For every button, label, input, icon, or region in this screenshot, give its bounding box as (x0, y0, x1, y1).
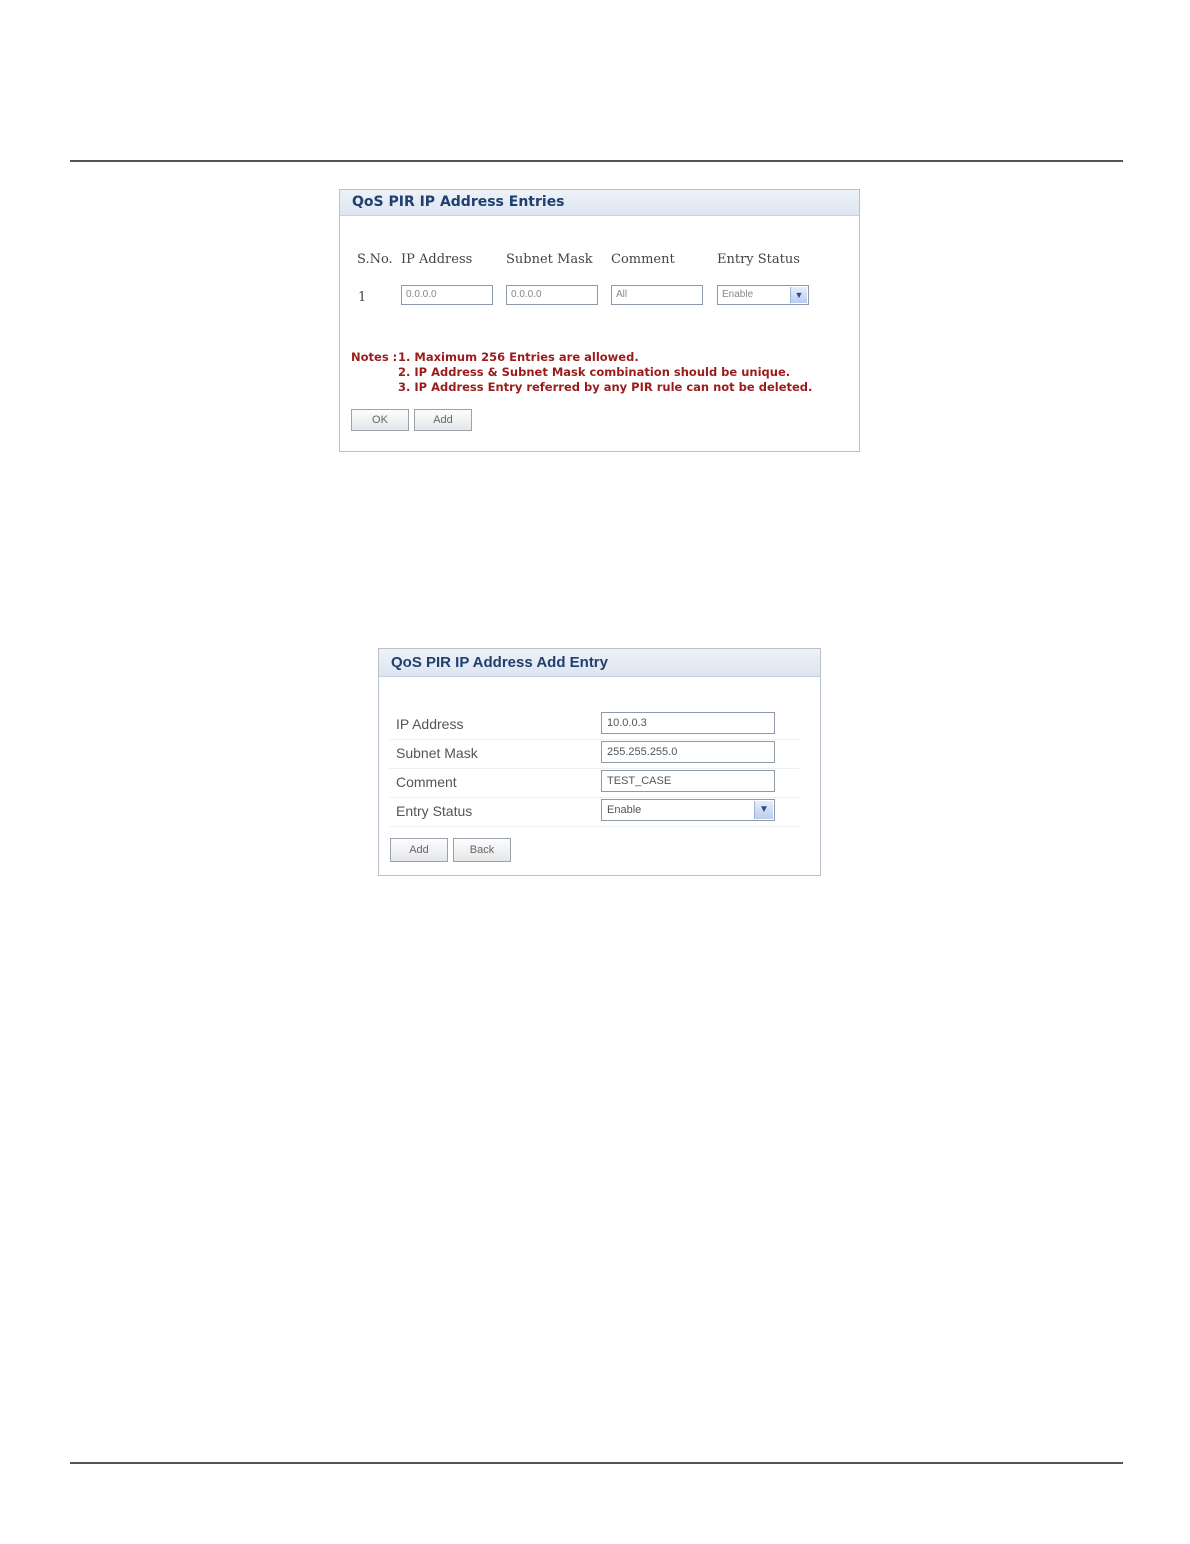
chevron-down-icon[interactable]: ▼ (754, 801, 773, 819)
back-button[interactable]: Back (453, 838, 511, 862)
chevron-down-icon[interactable]: ▼ (790, 287, 807, 303)
entry-status-dropdown[interactable] (601, 799, 775, 821)
add-submit-button[interactable]: Add (390, 838, 448, 862)
ip-address-field[interactable]: 10.0.0.3 (601, 712, 775, 734)
entries-panel-title: QoS PIR IP Address Entries (340, 190, 859, 216)
footer-rule (70, 1462, 1123, 1464)
column-header-ip-address: IP Address (401, 252, 473, 267)
note-item: 2. IP Address & Subnet Mask combination should be unique. (398, 365, 791, 379)
comment-label: Comment (396, 774, 457, 790)
header-rule (70, 160, 1123, 162)
add-entry-panel-title: QoS PIR IP Address Add Entry (379, 649, 820, 677)
column-header-sno: S.No. (357, 252, 393, 267)
note-item: 3. IP Address Entry referred by any PIR rule can not be deleted. (398, 380, 813, 394)
entry-status-select[interactable] (717, 285, 809, 305)
form-row-comment (389, 768, 799, 798)
entry-status-selected: Enable (607, 804, 642, 816)
notes-label: Notes : (351, 350, 398, 364)
entry-status-value: Enable (722, 289, 754, 300)
ip-address-input[interactable]: 0.0.0.0 (401, 285, 493, 305)
form-row-ip-address (389, 710, 799, 740)
form-row-entry-status (389, 797, 799, 827)
notes (351, 350, 812, 395)
subnet-mask-field[interactable]: 255.255.255.0 (601, 741, 775, 763)
form-row-subnet-mask (389, 739, 799, 769)
column-header-subnet-mask: Subnet Mask (506, 252, 593, 267)
entries-panel (339, 189, 860, 452)
note-item: 1. Maximum 256 Entries are allowed. (398, 350, 639, 364)
row-sno: 1 (358, 290, 367, 305)
ip-address-label: IP Address (396, 716, 464, 732)
column-header-entry-status: Entry Status (717, 252, 800, 267)
add-button[interactable]: Add (414, 409, 472, 431)
comment-input[interactable]: All (611, 285, 703, 305)
ok-button[interactable]: OK (351, 409, 409, 431)
subnet-mask-input[interactable]: 0.0.0.0 (506, 285, 598, 305)
comment-field[interactable]: TEST_CASE (601, 770, 775, 792)
add-entry-panel (378, 648, 821, 876)
subnet-mask-label: Subnet Mask (396, 745, 478, 761)
entry-status-label: Entry Status (396, 803, 473, 819)
column-header-comment: Comment (611, 252, 675, 267)
